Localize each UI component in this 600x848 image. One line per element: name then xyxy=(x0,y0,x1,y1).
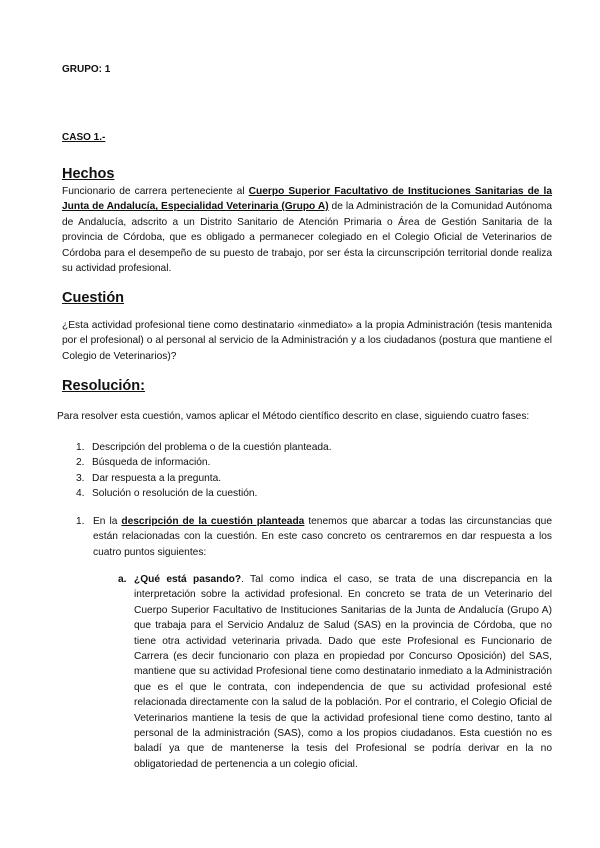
hechos-heading: Hechos xyxy=(62,166,115,182)
resolucion-intro: Para resolver esta cuestión, vamos aplicar el Método científico descrito en clase, siguiendo cuatro fases: xyxy=(57,411,530,422)
step1-number: 1. xyxy=(76,516,85,527)
phase-label: Dar respuesta a la pregunta. xyxy=(92,472,222,484)
phase-label: Solución o resolución de la cuestión. xyxy=(92,488,258,500)
step1-link: descripción de la cuestión planteada xyxy=(121,516,305,527)
phase-label: Descripción del problema o de la cuestión planteada. xyxy=(92,442,332,453)
hechos-paragraph xyxy=(62,184,552,276)
resolucion-heading: Resolución: xyxy=(62,378,145,394)
phase-item xyxy=(76,440,536,455)
phase-number: 4. xyxy=(76,488,85,500)
point-a-text: . Tal como indica el caso, se trata de una discrepancia en la interpretación sobre la actividad profesional. En concreto se trata de un Veterinario del Cuerpo Superior Facultativo de Instituciones Sanitarias de la Junta de Andalucía (Grupo A) que trabaja para el Servicio Andaluz de Salud (SAS) en la provincia de Córdoba, que no tiene otra actividad veterinaria privada. Dado que este Profesional es Funcionario de Carrera (es decir funcionario con plaza en propiedad por Concurso Oposición) del SAS, mantiene que su actividad Profesional tiene como destinatario inmediato a la Administración que es el que le contrata, con independencia de que su actividad profesional esté relacionada directamente con la salud de la población. Por el contrario, el Colegio Oficial de Veterinarios mantiene la tesis de que la actividad profesional tiene como destino, tanto al personal de la administración (SAS), como a los propios ciudadanos. Esta cuestión no es baladí ya que de mantenerse la tesis del Profesional se podría derivar en la no obligatoriedad de pertenencia a un colegio oficial. xyxy=(134,574,552,770)
hechos-text-before: Funcionario de carrera perteneciente al xyxy=(62,186,249,197)
point-a-paragraph xyxy=(134,572,552,772)
hechos-body-link: Cuerpo Superior Facultativo de Instituciones Sanitarias de la Junta de Andalucía, Especialidad Veterinaria (Grupo A) xyxy=(62,186,552,213)
cuestion-paragraph: ¿Esta actividad profesional tiene como destinatario «inmediato» a la propia Administración (tesis mantenida por el profesional) o al personal al servicio de la Administración y a los ciudadanos (postura que mantiene el Colegio de Veterinarios)? xyxy=(62,320,552,362)
phase-number: 1. xyxy=(76,442,85,453)
phases-list xyxy=(76,440,536,502)
point-a-question: ¿Qué está pasando? xyxy=(134,574,242,585)
cuestion-heading: Cuestión xyxy=(62,290,125,306)
step1-paragraph xyxy=(93,514,552,560)
step1-text-after: tenemos que abarcar a todas las circunstancias que están relacionadas con la cuestión. En este caso concreto os centraremos en dar respuesta a los cuatro puntos siguientes: xyxy=(93,516,552,558)
phase-number: 3. xyxy=(76,472,85,484)
phase-item xyxy=(76,471,536,486)
group-label: GRUPO: 1 xyxy=(62,64,111,75)
phase-number: 2. xyxy=(76,457,85,469)
step1-text-before: En la xyxy=(93,516,122,527)
point-a-letter: a. xyxy=(118,574,127,585)
case-label: CASO 1.- xyxy=(62,132,106,143)
hechos-text-after: de la Administración de la Comunidad Autónoma de Andalucía, adscrito a un Distrito Sanitario de Atención Primaria o Área de Gestión Sanitaria de la provincia de Córdoba, que es obligado a permanecer colegiado en el Colegio Oficial de Veterinarios de Córdoba para el desempeño de su puesto de trabajo, por ser ésta la circunscripción territorial donde realiza su actividad profesional. xyxy=(62,201,553,275)
phase-item xyxy=(76,455,536,470)
phase-item xyxy=(76,486,536,501)
phase-label: Búsqueda de información. xyxy=(92,457,211,469)
